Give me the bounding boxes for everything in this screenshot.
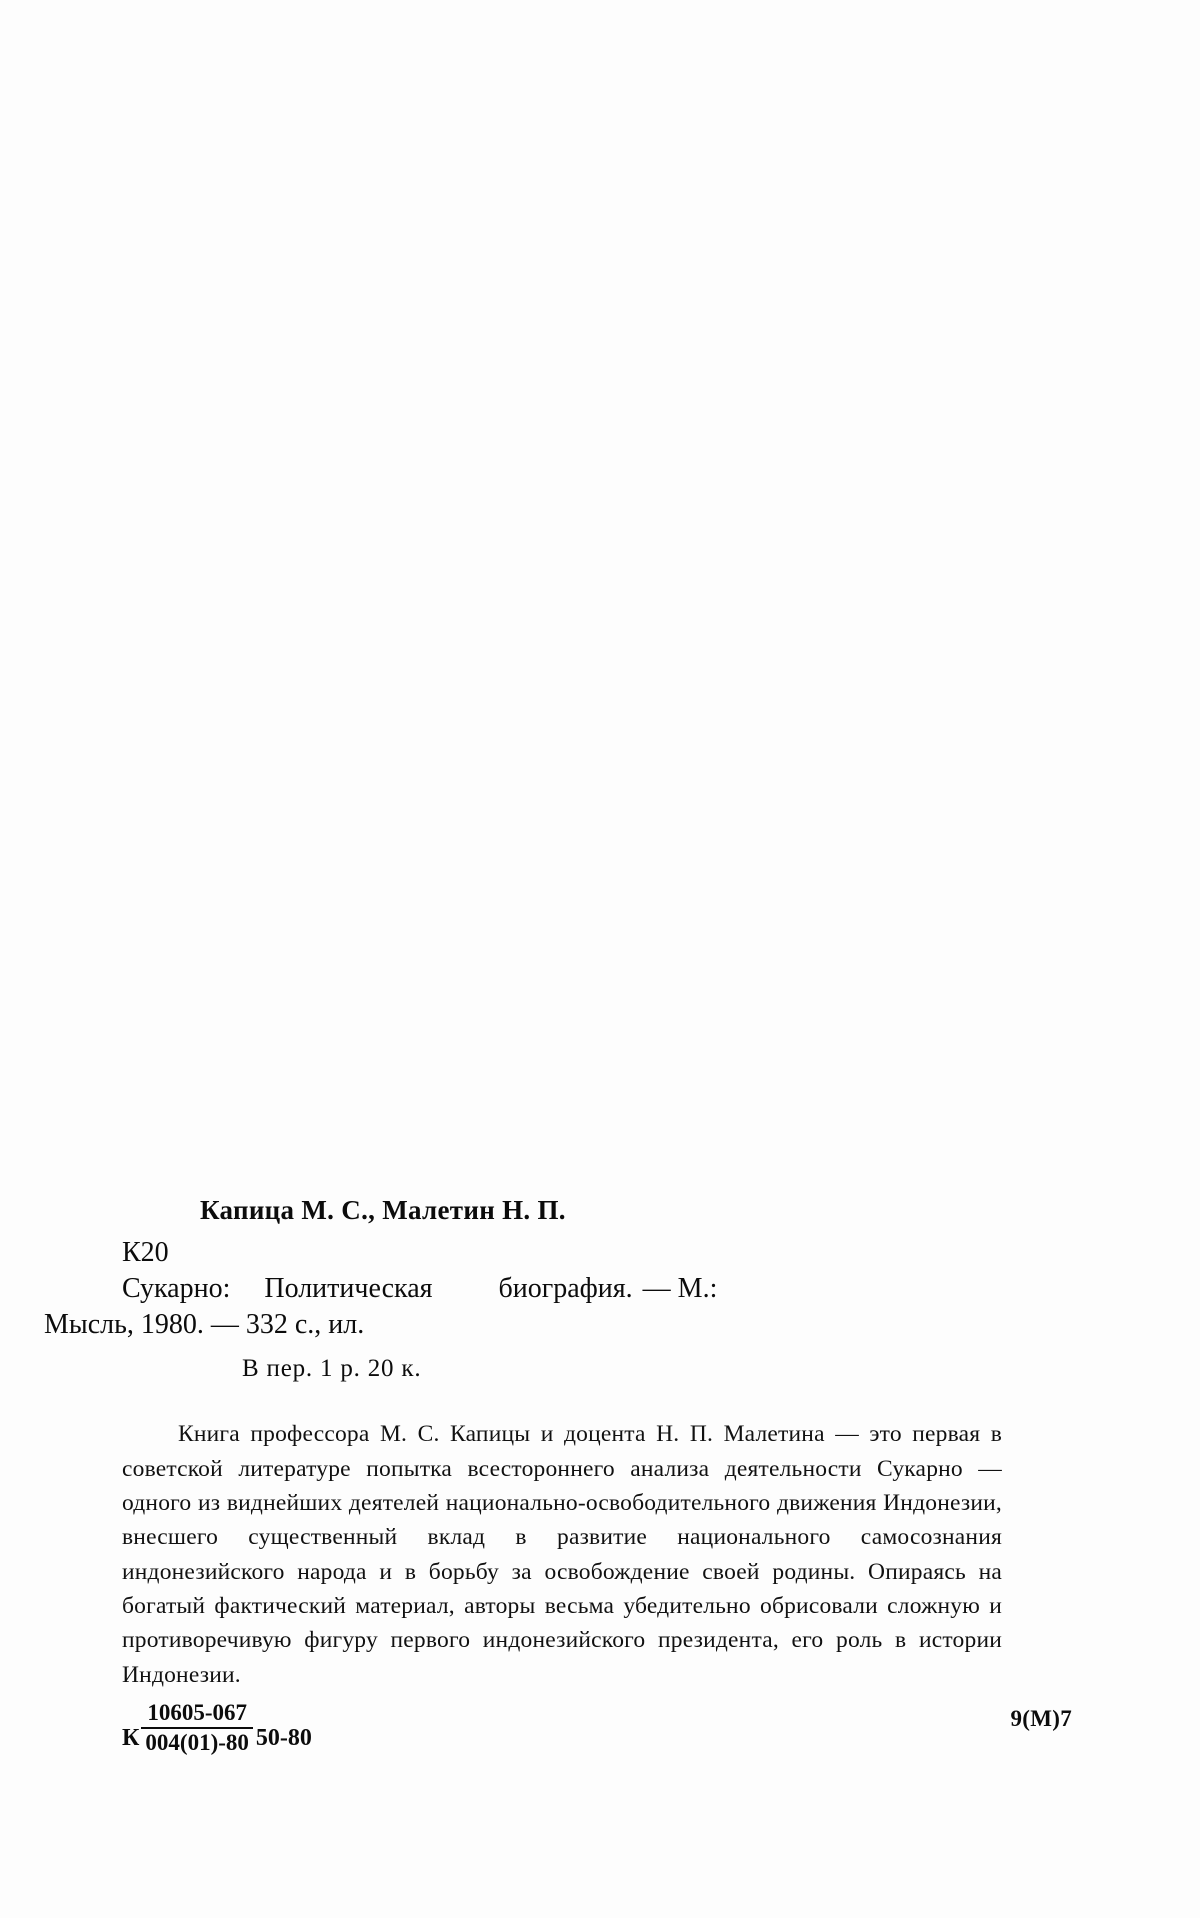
shelf-code: К20 xyxy=(122,1237,169,1268)
authors-line: Капица М. С., Малетин Н. П. xyxy=(200,1195,566,1225)
classification-letter: К xyxy=(122,1724,140,1751)
imprint-line: Мысль, 1980. — 332 с., ил. xyxy=(44,1308,365,1340)
classification-suffix: 50-80 xyxy=(255,1724,312,1751)
classification-footer xyxy=(122,1700,1072,1770)
title-body xyxy=(44,1271,1072,1343)
title-place: — М.: xyxy=(642,1272,718,1304)
fraction-denominator: 004(01)-80 xyxy=(145,1729,249,1755)
title-block xyxy=(44,1235,1072,1342)
annotation-text: Книга профессора М. С. Капицы и доцента Н. П. Малетина — это первая в советской литературе попытка всестороннего анализа деятельности Сукарно — одного из виднейших деятелей национально-освободительного движения Индонезии, внесшего существенный вклад в развитие национального самосознания индонезийского народа и в борьбу за освобождение своей родины. Опираясь на богатый фактический материал, авторы весьма убедительно обрисовали сложную и противоречивую фигуру первого индонезийского президента, его роль в истории Индонезии. xyxy=(122,1421,1002,1688)
title-subtitle-word-1: Политическая xyxy=(264,1272,433,1304)
classification-index xyxy=(122,1700,312,1756)
fraction-numerator: 10605-067 xyxy=(147,1700,247,1725)
classification-fraction xyxy=(141,1700,252,1756)
price-line: В пер. 1 р. 20 к. xyxy=(242,1355,422,1383)
title-subtitle-word-2: биография. xyxy=(498,1272,633,1304)
title-main: Сукарно: xyxy=(122,1272,231,1304)
fraction-bar xyxy=(141,1727,252,1729)
udc-code: 9(М)7 xyxy=(1010,1706,1072,1731)
annotation-paragraph xyxy=(122,1417,1002,1691)
bibliographic-record xyxy=(44,1195,1072,1692)
title-row-primary xyxy=(122,1271,1072,1307)
